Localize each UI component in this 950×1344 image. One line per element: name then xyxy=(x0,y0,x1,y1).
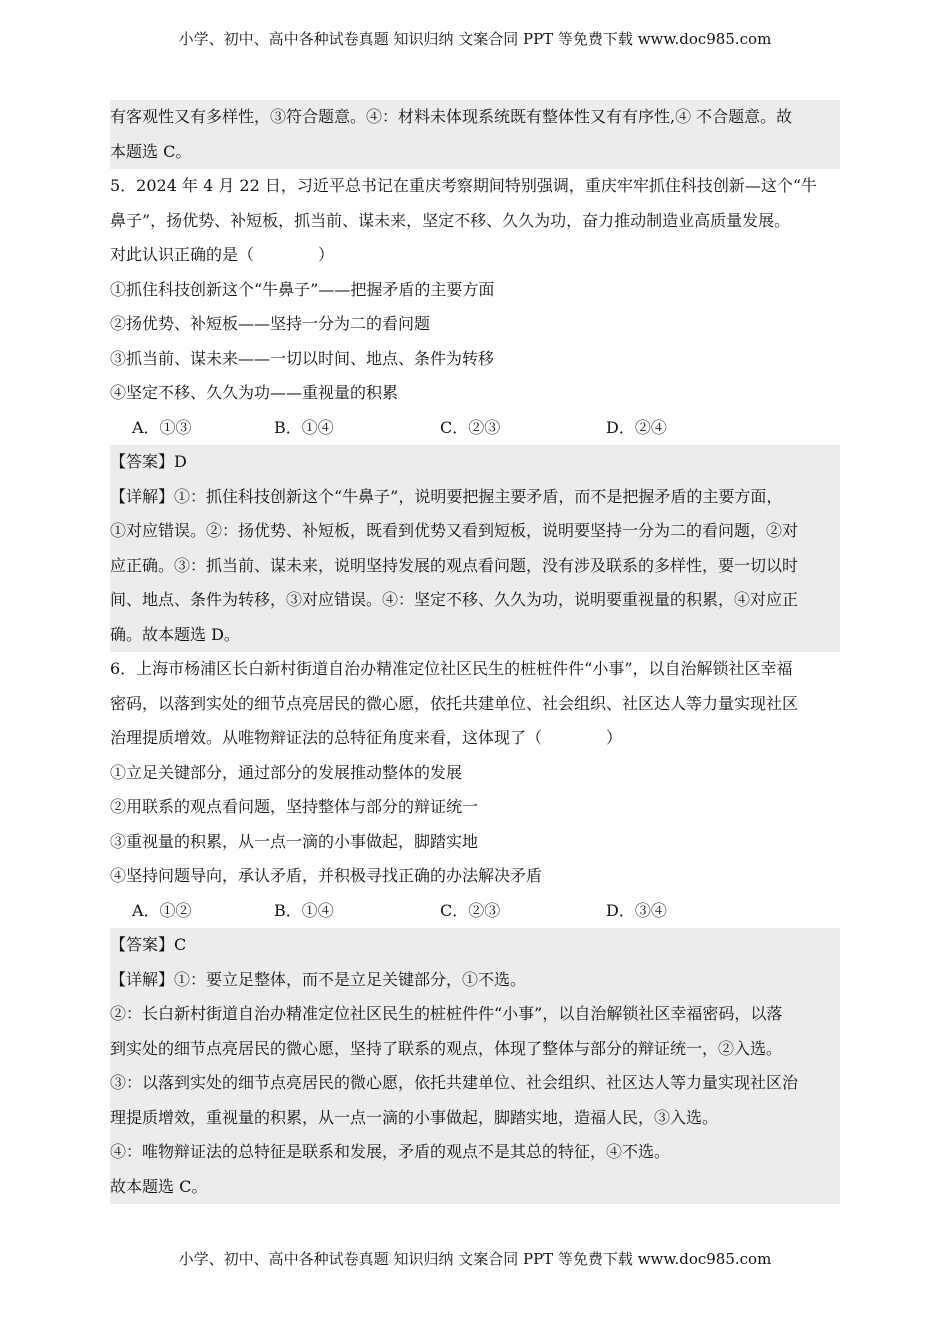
explanation-line: 应正确。③：抓当前、谋未来，说明坚持发展的观点看问题，没有涉及联系的多样性，要一切以时 xyxy=(110,555,799,575)
question-stem-line: 鼻子”，扬优势、补短板，抓当前、谋未来，坚定不移、久久为功，奋力推动制造业高质量发展。 xyxy=(110,210,791,230)
answer-line: 【答案】C xyxy=(110,935,187,954)
question-stem-line: 治理提质增效。从唯物辩证法的总特征角度来看，这体现了（ ） xyxy=(110,728,623,747)
explanation-line: ①对应错误。②：扬优势、补短板，既看到优势又看到短板，说明要坚持一分为二的看问题，②对 xyxy=(110,521,799,540)
explanation-line: 确。故本题选 D。 xyxy=(110,624,240,644)
question-5 xyxy=(110,169,840,652)
explanation-line: 间、地点、条件为转移，③对应错误。④：坚定不移、久久为功，说明要重视量的积累，④对应正 xyxy=(110,590,799,609)
question-stem-line: 对此认识正确的是（ ） xyxy=(110,245,335,264)
text-line: 本题选 C。 xyxy=(110,141,192,161)
statement-1: ①立足关键部分，通过部分的发展推动整体的发展 xyxy=(110,762,463,782)
answer-options xyxy=(110,894,840,929)
answer-options xyxy=(110,411,840,446)
statement-3: ③抓当前、谋未来——一切以时间、地点、条件为转移 xyxy=(110,348,495,368)
explanation-line: ③：以落到实处的细节点亮居民的微心愿，依托共建单位、社会组织、社区达人等力量实现社区治 xyxy=(110,1073,799,1092)
page-header: 小学、初中、高中各种试卷真题 知识归纳 文案合同 PPT 等免费下载 www.doc985.com xyxy=(178,30,772,48)
question-stem-line: 6．上海市杨浦区长白新村街道自治办精准定位社区民生的桩桩件件“小事”，以自治解锁社区幸福 xyxy=(110,659,793,678)
statement-2: ②用联系的观点看问题，坚持整体与部分的辩证统一 xyxy=(110,797,479,816)
question-stem-line: 密码，以落到实处的细节点亮居民的微心愿，依托共建单位、社会组织、社区达人等力量实现社区 xyxy=(110,693,799,713)
explanation-line: 【详解】①：要立足整体，而不是立足关键部分，①不选。 xyxy=(110,969,527,989)
explanation-line: 理提质增效，重视量的积累，从一点一滴的小事做起，脚踏实地，造福人民，③入选。 xyxy=(110,1107,719,1127)
statement-4: ④坚持问题导向，承认矛盾，并积极寻找正确的办法解决矛盾 xyxy=(110,866,543,885)
option-c: C．②③ xyxy=(440,417,501,437)
text-line: 有客观性又有多样性，③符合题意。④：材料未体现系统既有整体性又有有序性,④ 不合题意。故 xyxy=(110,107,793,126)
explanation-line: 到实处的细节点亮居民的微心愿，坚持了联系的观点，体现了整体与部分的辩证统一，②入选。 xyxy=(110,1038,783,1058)
option-b: B．①④ xyxy=(274,900,334,920)
document-body xyxy=(110,100,840,1204)
option-a: A．①② xyxy=(132,900,192,920)
previous-explanation-tail xyxy=(110,100,840,169)
statement-3: ③重视量的积累，从一点一滴的小事做起，脚踏实地 xyxy=(110,831,479,851)
question-stem-line: 5．2024 年 4 月 22 日，习近平总书记在重庆考察期间特别强调，重庆牢牢抓住科技创新—这个“牛 xyxy=(110,176,818,195)
statement-4: ④坚定不移、久久为功——重视量的积累 xyxy=(110,383,399,402)
explanation-line: ④：唯物辩证法的总特征是联系和发展，矛盾的观点不是其总的特征，④不选。 xyxy=(110,1142,671,1161)
page-footer: 小学、初中、高中各种试卷真题 知识归纳 文案合同 PPT 等免费下载 www.doc985.com xyxy=(178,1250,772,1268)
option-b: B．①④ xyxy=(274,417,334,437)
answer-explanation-block xyxy=(110,928,840,1204)
statement-1: ①抓住科技创新这个“牛鼻子”——把握矛盾的主要方面 xyxy=(110,279,495,299)
option-d: D．③④ xyxy=(606,900,667,920)
option-d: D．②④ xyxy=(606,417,667,437)
explanation-line: ②：长白新村街道自治办精准定位社区民生的桩桩件件“小事”，以自治解锁社区幸福密码，以落 xyxy=(110,1004,783,1023)
option-a: A．①③ xyxy=(132,417,192,437)
answer-line: 【答案】D xyxy=(110,452,187,471)
explanation-line: 故本题选 C。 xyxy=(110,1176,208,1196)
explanation-line: 【详解】①：抓住科技创新这个“牛鼻子”，说明要把握主要矛盾，而不是把握矛盾的主要方面， xyxy=(110,486,783,506)
statement-2: ②扬优势、补短板——坚持一分为二的看问题 xyxy=(110,314,431,333)
question-6 xyxy=(110,652,840,1204)
answer-explanation-block xyxy=(110,445,840,652)
option-c: C．②③ xyxy=(440,900,501,920)
